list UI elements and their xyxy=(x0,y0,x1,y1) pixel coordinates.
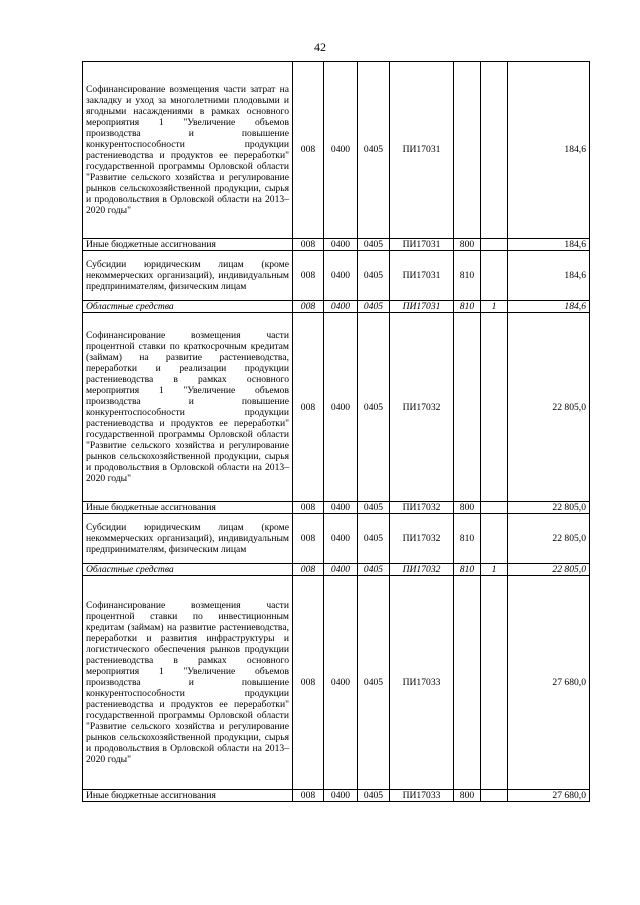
expense-name: Областные средства xyxy=(83,564,293,576)
target-article-code: ПИ17033 xyxy=(390,576,454,790)
expense-type-code: 800 xyxy=(454,790,481,802)
funding-source xyxy=(481,251,508,301)
subsection-code: 0405 xyxy=(358,301,390,313)
funding-source xyxy=(481,576,508,790)
section-code: 0400 xyxy=(324,576,358,790)
subsection-code: 0405 xyxy=(358,251,390,301)
target-article-code: ПИ17031 xyxy=(390,301,454,313)
section-code: 0400 xyxy=(324,313,358,502)
expense-type-code: 810 xyxy=(454,564,481,576)
expense-type-code xyxy=(454,62,481,239)
target-article-code: ПИ17032 xyxy=(390,313,454,502)
funding-source: 1 xyxy=(481,301,508,313)
expense-name: Субсидии юридическим лицам (кроме некоммерческих организаций), индивидуальным предпринимателям, физическим лицам xyxy=(83,514,293,564)
expense-name: Иные бюджетные ассигнования xyxy=(83,239,293,251)
expense-name: Софинансирование возмещения части процентной ставки по инвестиционным кредитам (займам) на развитие растениеводства, переработки и развития инфраструктуры и логистического обеспечения рынков продукции растениеводства в рамках основного мероприятия 1 "Увеличение объемов производства и повышение конкурентоспособности продукции растениеводства и продуктов ее переработки" государственной программы Орловской области "Развитие сельского хозяйства и регулирование рынков сельскохозяйственной продукции, сырья и продовольствия в Орловской области на 2013–2020 годы" xyxy=(83,576,293,790)
expense-type-code xyxy=(454,313,481,502)
expense-name: Иные бюджетные ассигнования xyxy=(83,790,293,802)
section-code: 0400 xyxy=(324,790,358,802)
amount: 184,6 xyxy=(508,239,590,251)
grbs-code: 008 xyxy=(293,576,324,790)
expense-type-code: 800 xyxy=(454,239,481,251)
target-article-code: ПИ17032 xyxy=(390,514,454,564)
section-code: 0400 xyxy=(324,251,358,301)
grbs-code: 008 xyxy=(293,790,324,802)
subsection-code: 0405 xyxy=(358,62,390,239)
table-row xyxy=(83,790,590,802)
target-article-code: ПИ17032 xyxy=(390,564,454,576)
amount: 22 805,0 xyxy=(508,564,590,576)
section-code: 0400 xyxy=(324,62,358,239)
grbs-code: 008 xyxy=(293,502,324,514)
expense-type-code xyxy=(454,576,481,790)
grbs-code: 008 xyxy=(293,62,324,239)
table-row xyxy=(83,564,590,576)
funding-source xyxy=(481,62,508,239)
grbs-code: 008 xyxy=(293,239,324,251)
expense-name: Софинансирование возмещения части процентной ставки по краткосрочным кредитам (займам) на развитие растениеводства, переработки и реализации продукции растениеводства в рамках основного мероприятия 1 "Увеличение объемов производства и повышение конкурентоспособности продукции растениеводства и продуктов ее переработки" государственной программы Орловской области "Развитие сельского хозяйства и регулирование рынков сельскохозяйственной продукции, сырья и продовольствия в Орловской области на 2013–2020 годы" xyxy=(83,313,293,502)
expense-type-code: 800 xyxy=(454,502,481,514)
amount: 22 805,0 xyxy=(508,313,590,502)
amount: 184,6 xyxy=(508,251,590,301)
amount: 22 805,0 xyxy=(508,514,590,564)
subsection-code: 0405 xyxy=(358,514,390,564)
funding-source xyxy=(481,502,508,514)
grbs-code: 008 xyxy=(293,301,324,313)
table-row xyxy=(83,239,590,251)
budget-table xyxy=(82,61,590,802)
expense-name: Софинансирование возмещения части затрат на закладку и уход за многолетними плодовыми и ягодными насаждениями в рамках основного мероприятия 1 "Увеличение объемов производства и повышение конкурентоспособности продукции растениеводства и продуктов ее переработки" государственной программы Орловской области "Развитие сельского хозяйства и регулирование рынков сельскохозяйственной продукции, сырья и продовольствия в Орловской области на 2013–2020 годы" xyxy=(83,62,293,239)
funding-source: 1 xyxy=(481,564,508,576)
expense-type-code: 810 xyxy=(454,301,481,313)
table-row xyxy=(83,301,590,313)
funding-source xyxy=(481,790,508,802)
section-code: 0400 xyxy=(324,301,358,313)
expense-name: Областные средства xyxy=(83,301,293,313)
target-article-code: ПИ17032 xyxy=(390,502,454,514)
subsection-code: 0405 xyxy=(358,576,390,790)
expense-type-code: 810 xyxy=(454,514,481,564)
funding-source xyxy=(481,313,508,502)
subsection-code: 0405 xyxy=(358,239,390,251)
section-code: 0400 xyxy=(324,514,358,564)
grbs-code: 008 xyxy=(293,251,324,301)
funding-source xyxy=(481,514,508,564)
table-row xyxy=(83,576,590,790)
amount: 27 680,0 xyxy=(508,790,590,802)
grbs-code: 008 xyxy=(293,564,324,576)
section-code: 0400 xyxy=(324,502,358,514)
expense-type-code: 810 xyxy=(454,251,481,301)
subsection-code: 0405 xyxy=(358,313,390,502)
subsection-code: 0405 xyxy=(358,790,390,802)
amount: 22 805,0 xyxy=(508,502,590,514)
table-row xyxy=(83,313,590,502)
table-row xyxy=(83,251,590,301)
subsection-code: 0405 xyxy=(358,502,390,514)
target-article-code: ПИ17031 xyxy=(390,239,454,251)
expense-name: Субсидии юридическим лицам (кроме некоммерческих организаций), индивидуальным предпринимателям, физическим лицам xyxy=(83,251,293,301)
page-number: 42 xyxy=(314,40,326,54)
table-row xyxy=(83,514,590,564)
amount: 184,6 xyxy=(508,62,590,239)
target-article-code: ПИ17033 xyxy=(390,790,454,802)
grbs-code: 008 xyxy=(293,514,324,564)
target-article-code: ПИ17031 xyxy=(390,62,454,239)
section-code: 0400 xyxy=(324,564,358,576)
expense-name: Иные бюджетные ассигнования xyxy=(83,502,293,514)
grbs-code: 008 xyxy=(293,313,324,502)
section-code: 0400 xyxy=(324,239,358,251)
amount: 184,6 xyxy=(508,301,590,313)
subsection-code: 0405 xyxy=(358,564,390,576)
table-row xyxy=(83,502,590,514)
table-row xyxy=(83,62,590,239)
target-article-code: ПИ17031 xyxy=(390,251,454,301)
funding-source xyxy=(481,239,508,251)
amount: 27 680,0 xyxy=(508,576,590,790)
